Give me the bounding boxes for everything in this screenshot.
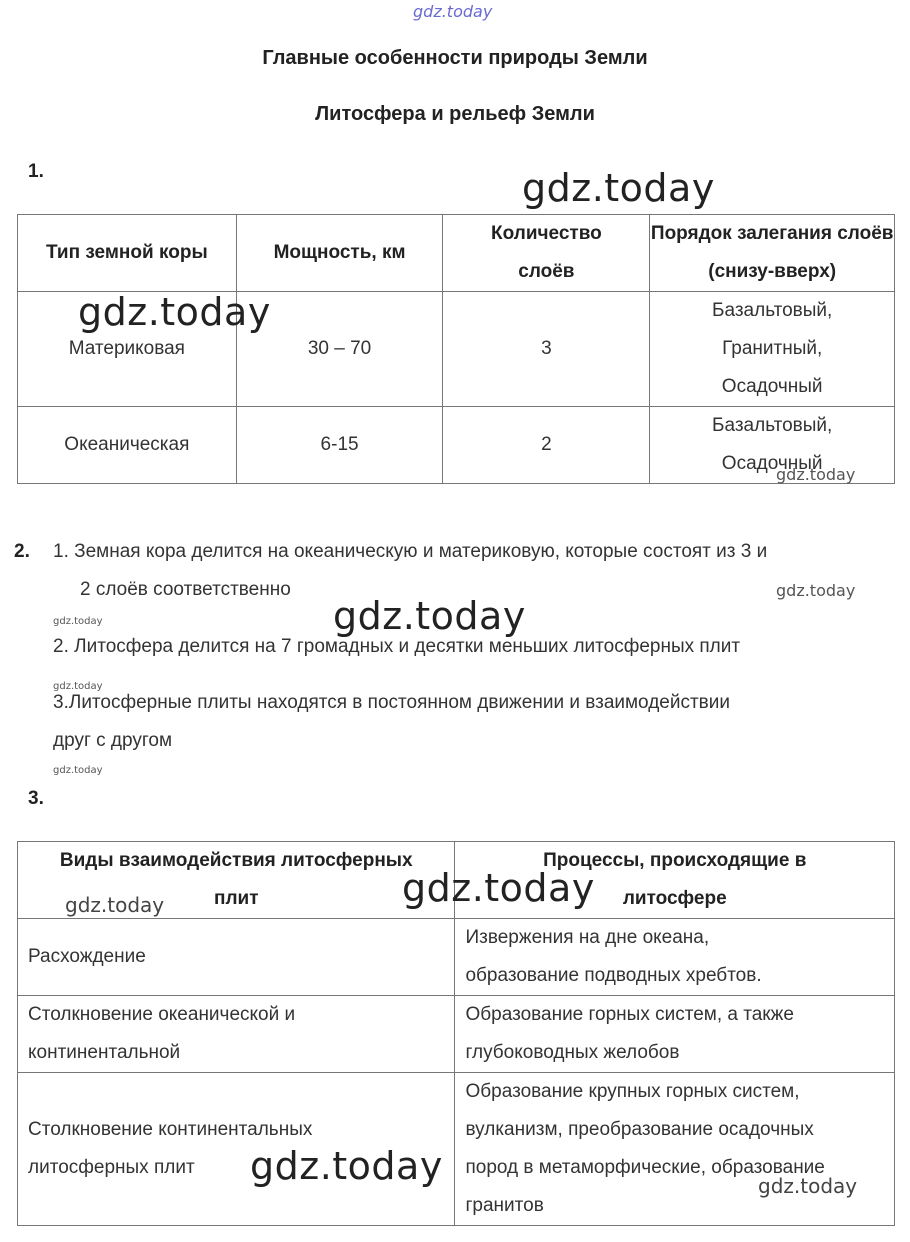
watermark: gdz.today	[53, 616, 103, 627]
process-line: Извержения на дне океана,	[465, 927, 710, 948]
watermark: gdz.today	[402, 866, 595, 910]
header-layer-order: Порядок залегания слоёв (снизу-вверх)	[650, 215, 895, 292]
watermark: gdz.today	[65, 893, 165, 917]
list-item-line: друг с другом	[53, 730, 173, 751]
header-layer-count	[443, 215, 650, 292]
list-item-line: 3.Литосферные плиты находятся в постоянном движении и взаимодействии	[53, 692, 730, 713]
header-line: Процессы, происходящие в	[543, 850, 807, 871]
header-line: плит	[213, 888, 259, 909]
process-line: пород в метаморфические, образование	[465, 1157, 825, 1178]
process-line: Образование горных систем, а также	[465, 1004, 794, 1025]
section-3-number: 3.	[28, 788, 44, 809]
header-line: Виды взаимодействия литосферных	[59, 850, 413, 871]
order-line: Осадочный	[721, 376, 823, 397]
order-line: Осадочный	[721, 453, 823, 474]
watermark: gdz.today	[333, 594, 526, 638]
list-item	[53, 684, 730, 760]
cell-process	[455, 919, 895, 996]
process-line: вулканизм, преобразование осадочных	[465, 1119, 814, 1140]
cell-thickness: 30 – 70	[236, 292, 443, 407]
cell-order	[650, 292, 895, 407]
header-layer-count-text: Количество слоёв	[491, 223, 602, 282]
header-line: литосфере	[622, 888, 727, 909]
cell-interaction: Расхождение	[18, 919, 455, 996]
interaction-line: литосферных плит	[28, 1157, 195, 1178]
page-title: Главные особенности природы Земли	[262, 47, 648, 69]
watermark: gdz.today	[250, 1144, 443, 1188]
watermark: gdz.today	[78, 290, 271, 334]
watermark-top: gdz.today	[413, 2, 493, 21]
header-thickness: Мощность, км	[236, 215, 443, 292]
process-line: гранитов	[465, 1195, 544, 1216]
cell-type: Материковая	[18, 292, 237, 407]
cell-layers: 3	[443, 292, 650, 407]
process-line: Образование крупных горных систем,	[465, 1081, 800, 1102]
order-line: Базальтовый,	[712, 415, 833, 436]
table-row	[18, 1073, 895, 1226]
process-line: образование подводных хребтов.	[465, 965, 762, 986]
list-item-line: 2 слоёв соответственно	[80, 579, 291, 600]
interaction-line: континентальной	[28, 1042, 181, 1063]
list-item: 2. Литосфера делится на 7 громадных и десятки меньших литосферных плит	[53, 636, 741, 657]
crust-table-header	[18, 215, 895, 292]
list-item-line: 1. Земная кора делится на океаническую и материковую, которые состоят из 3 и	[53, 541, 768, 562]
cell-process	[455, 996, 895, 1073]
order-line: Гранитный,	[722, 338, 823, 359]
watermark: gdz.today	[53, 765, 103, 776]
cell-order	[650, 407, 895, 484]
watermark: gdz.today	[758, 1174, 858, 1198]
watermark: gdz.today	[776, 465, 856, 484]
cell-process	[455, 1073, 895, 1226]
watermark: gdz.today	[776, 581, 856, 600]
watermark: gdz.today	[53, 681, 103, 692]
cell-interaction	[18, 996, 455, 1073]
process-line: глубоководных желобов	[465, 1042, 680, 1063]
section-1-number: 1.	[28, 161, 44, 182]
crust-table	[17, 214, 895, 484]
table-row	[18, 919, 895, 996]
section-2-number: 2.	[14, 541, 30, 562]
page-subtitle: Литосфера и рельеф Земли	[315, 103, 595, 125]
cell-thickness: 6-15	[236, 407, 443, 484]
table-row	[18, 407, 895, 484]
cell-layers: 2	[443, 407, 650, 484]
cell-type: Океаническая	[18, 407, 237, 484]
interaction-line: Столкновение океанической и	[28, 1004, 296, 1025]
table-row	[18, 996, 895, 1073]
watermark: gdz.today	[522, 166, 715, 210]
header-crust-type: Тип земной коры	[18, 215, 237, 292]
interaction-line: Столкновение континентальных	[28, 1119, 313, 1140]
order-line: Базальтовый,	[712, 300, 833, 321]
